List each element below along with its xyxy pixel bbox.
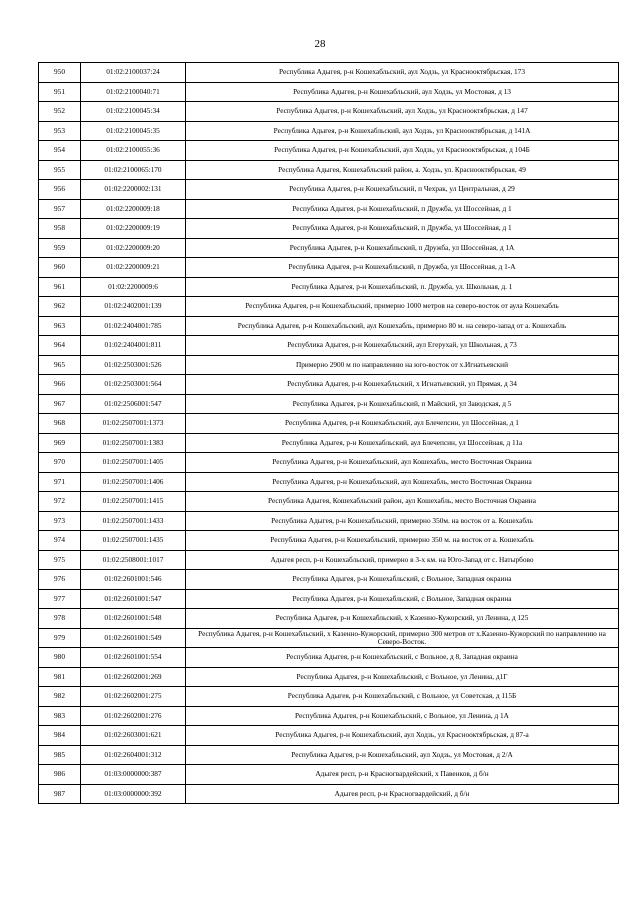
row-number-cell: 966 <box>39 375 81 395</box>
table-row <box>39 336 619 356</box>
table-row <box>39 414 619 434</box>
table-row <box>39 219 619 239</box>
cadastral-number-cell: 01:03:0000000:387 <box>81 765 186 785</box>
cadastral-number-cell: 01:02:2200009:18 <box>81 199 186 219</box>
row-number-cell: 975 <box>39 550 81 570</box>
table-row <box>39 648 619 668</box>
address-cell: Республика Адыгея, р-н Кошехабльский, с Вольное, ул Ленина, д1Г <box>186 667 619 687</box>
cadastral-number-cell: 01:02:2100065:170 <box>81 160 186 180</box>
table-row <box>39 63 619 83</box>
address-cell: Республика Адыгея, р-н Кошехабльский, аул Ходзь, ул Краснооктябрьская, 173 <box>186 63 619 83</box>
row-number-cell: 985 <box>39 745 81 765</box>
cadastral-number-cell: 01:02:2200002:131 <box>81 180 186 200</box>
table-row <box>39 375 619 395</box>
table-row <box>39 706 619 726</box>
cadastral-number-cell: 01:02:2601001:548 <box>81 609 186 629</box>
cadastral-number-cell: 01:02:2100037:24 <box>81 63 186 83</box>
row-number-cell: 968 <box>39 414 81 434</box>
row-number-cell: 961 <box>39 277 81 297</box>
row-number-cell: 958 <box>39 219 81 239</box>
cadastral-number-cell: 01:02:2100045:34 <box>81 102 186 122</box>
page-number: 28 <box>314 38 326 50</box>
table-row <box>39 394 619 414</box>
address-cell: Республика Адыгея, р-н Кошехабльский, п Чехрак, ул Центральная, д 29 <box>186 180 619 200</box>
row-number-cell: 965 <box>39 355 81 375</box>
address-cell: Республика Адыгея, р-н Кошехабльский, аул Блечепсин, ул Шоссейная, д 11а <box>186 433 619 453</box>
address-cell: Республика Адыгея, р-н Кошехабльский, аул Ходзь, ул Мостовая, д 13 <box>186 82 619 102</box>
address-cell: Республика Адыгея, р-н Кошехабльский, аул Ходзь, ул Краснооктябрьская, д 104Б <box>186 141 619 161</box>
table-row <box>39 277 619 297</box>
cadastral-number-cell: 01:02:2404001:785 <box>81 316 186 336</box>
row-number-cell: 956 <box>39 180 81 200</box>
row-number-cell: 954 <box>39 141 81 161</box>
address-cell: Республика Адыгея, р-н Кошехабльский, аул Ходзь, ул Краснооктябрьская, д 147 <box>186 102 619 122</box>
address-cell: Республика Адыгея, р-н Кошехабльский, с Вольное, Западная окраина <box>186 589 619 609</box>
row-number-cell: 973 <box>39 511 81 531</box>
row-number-cell: 979 <box>39 628 81 648</box>
table-row <box>39 511 619 531</box>
cadastral-number-cell: 01:02:2503001:526 <box>81 355 186 375</box>
row-number-cell: 963 <box>39 316 81 336</box>
address-cell: Республика Адыгея, р-н Кошехабльский, п. Дружба, ул. Школьная, д. 1 <box>186 277 619 297</box>
table-row <box>39 199 619 219</box>
address-cell: Республика Адыгея, Кошехабльский район, аул Кошехабль, место Восточная Окраина <box>186 492 619 512</box>
row-number-cell: 987 <box>39 784 81 804</box>
cadastral-register-table <box>38 62 619 804</box>
address-cell: Республика Адыгея, р-н Кошехабльский, аул Кошехабль, примерно 80 м. на северо-запад от а. Кошехабль <box>186 316 619 336</box>
address-cell: Республика Адыгея, р-н Кошехабльский, аул Ходзь, ул Краснооктябрьская, д 87-а <box>186 726 619 746</box>
row-number-cell: 960 <box>39 258 81 278</box>
cadastral-number-cell: 01:02:2602001:276 <box>81 706 186 726</box>
address-cell: Республика Адыгея, р-н Кошехабльский, х Казенно-Кужорский, ул Ленина, д 125 <box>186 609 619 629</box>
table-row <box>39 316 619 336</box>
address-cell: Республика Адыгея, р-н Кошехабльский, аул Егерухай, ул Школьная, д 73 <box>186 336 619 356</box>
address-cell: Республика Адыгея, р-н Кошехабльский, примерно 350м. на восток от а. Кошехабль <box>186 511 619 531</box>
row-number-cell: 978 <box>39 609 81 629</box>
address-cell: Республика Адыгея, р-н Кошехабльский, с Вольное, ул Советская, д 115Б <box>186 687 619 707</box>
row-number-cell: 955 <box>39 160 81 180</box>
cadastral-number-cell: 01:02:2404001:811 <box>81 336 186 356</box>
table-row <box>39 258 619 278</box>
address-cell: Республика Адыгея, р-н Кошехабльский, х Игнатьевский, ул Прямая, д 34 <box>186 375 619 395</box>
cadastral-number-cell: 01:02:2507001:1435 <box>81 531 186 551</box>
address-cell: Республика Адыгея, р-н Кошехабльский, п Майский, ул Заводская, д 5 <box>186 394 619 414</box>
table-body <box>39 63 619 804</box>
cadastral-number-cell: 01:02:2602001:269 <box>81 667 186 687</box>
table-row <box>39 121 619 141</box>
row-number-cell: 983 <box>39 706 81 726</box>
row-number-cell: 969 <box>39 433 81 453</box>
cadastral-number-cell: 01:02:2507001:1373 <box>81 414 186 434</box>
cadastral-number-cell: 01:02:2503001:564 <box>81 375 186 395</box>
table-row <box>39 492 619 512</box>
cadastral-number-cell: 01:02:2507001:1406 <box>81 472 186 492</box>
table-row <box>39 726 619 746</box>
address-cell: Республика Адыгея, р-н Кошехабльский, аул Блечепсин, ул Шоссейная, д 1 <box>186 414 619 434</box>
cadastral-number-cell: 01:02:2603001:621 <box>81 726 186 746</box>
address-cell: Республика Адыгея, р-н Кошехабльский, п Дружба, ул Шоссейная, д 1 <box>186 199 619 219</box>
table-row <box>39 570 619 590</box>
table-row <box>39 687 619 707</box>
cadastral-number-cell: 01:02:2604001:312 <box>81 745 186 765</box>
row-number-cell: 951 <box>39 82 81 102</box>
address-cell: Республика Адыгея, р-н Кошехабльский, с Вольное, ул Ленина, д 1А <box>186 706 619 726</box>
table-row <box>39 531 619 551</box>
row-number-cell: 980 <box>39 648 81 668</box>
cadastral-number-cell: 01:02:2601001:549 <box>81 628 186 648</box>
row-number-cell: 964 <box>39 336 81 356</box>
table-row <box>39 433 619 453</box>
table-row <box>39 745 619 765</box>
row-number-cell: 977 <box>39 589 81 609</box>
cadastral-number-cell: 01:02:2100055:36 <box>81 141 186 161</box>
table-row <box>39 667 619 687</box>
cadastral-number-cell: 01:02:2601001:546 <box>81 570 186 590</box>
cadastral-number-cell: 01:02:2507001:1405 <box>81 453 186 473</box>
address-cell: Республика Адыгея, р-н Кошехабльский, п Дружба, ул Шоссейная, д 1 <box>186 219 619 239</box>
cadastral-number-cell: 01:02:2200009:19 <box>81 219 186 239</box>
row-number-cell: 971 <box>39 472 81 492</box>
cadastral-number-cell: 01:02:2200009:20 <box>81 238 186 258</box>
cadastral-number-cell: 01:02:2507001:1383 <box>81 433 186 453</box>
row-number-cell: 952 <box>39 102 81 122</box>
row-number-cell: 959 <box>39 238 81 258</box>
table-row <box>39 765 619 785</box>
table-row <box>39 550 619 570</box>
table-row <box>39 589 619 609</box>
table-row <box>39 472 619 492</box>
cadastral-number-cell: 01:02:2200009:6 <box>81 277 186 297</box>
table-row <box>39 160 619 180</box>
table-row <box>39 628 619 648</box>
cadastral-number-cell: 01:02:2506001:547 <box>81 394 186 414</box>
table-row <box>39 82 619 102</box>
address-cell: Республика Адыгея, р-н Кошехабльский, п Дружба, ул Шоссейная, д 1-А <box>186 258 619 278</box>
table-row <box>39 297 619 317</box>
row-number-cell: 974 <box>39 531 81 551</box>
cadastral-number-cell: 01:02:2100040:71 <box>81 82 186 102</box>
address-cell: Адыгея респ, р-н Красногвардейский, х Павенков, д б/н <box>186 765 619 785</box>
address-cell: Республика Адыгея, р-н Кошехабльский, с Вольное, д 8, Западная окраина <box>186 648 619 668</box>
row-number-cell: 982 <box>39 687 81 707</box>
address-cell: Республика Адыгея, р-н Кошехабльский, аул Кошехабль, место Восточная Окраина <box>186 472 619 492</box>
table-row <box>39 238 619 258</box>
table-row <box>39 141 619 161</box>
cadastral-number-cell: 01:02:2601001:554 <box>81 648 186 668</box>
cadastral-number-cell: 01:02:2402001:139 <box>81 297 186 317</box>
address-cell: Республика Адыгея, р-н Кошехабльский, примерно 350 м. на восток от а. Кошехабль <box>186 531 619 551</box>
table-row <box>39 453 619 473</box>
cadastral-number-cell: 01:02:2508001:1017 <box>81 550 186 570</box>
table-row <box>39 180 619 200</box>
table-row <box>39 355 619 375</box>
address-cell: Республика Адыгея, р-н Кошехабльский, примерно 1000 метров на северо-восток от аула Кошехабль <box>186 297 619 317</box>
address-cell: Республика Адыгея, р-н Кошехабльский, х Казенно-Кужорский, примерно 300 метров от х.Казенно-Кужорский по направлению на Северо-Восток. <box>186 628 619 648</box>
row-number-cell: 986 <box>39 765 81 785</box>
address-cell: Республика Адыгея, р-н Кошехабльский, аул Ходзь, ул Мостовая, д 2/А <box>186 745 619 765</box>
cadastral-number-cell: 01:02:2602001:275 <box>81 687 186 707</box>
row-number-cell: 984 <box>39 726 81 746</box>
row-number-cell: 972 <box>39 492 81 512</box>
table-row <box>39 784 619 804</box>
address-cell: Адыгея респ, р-н Кошехабльский, примерно в 3-х км. на Юго-Запад от с. Натырбово <box>186 550 619 570</box>
row-number-cell: 970 <box>39 453 81 473</box>
row-number-cell: 957 <box>39 199 81 219</box>
cadastral-number-cell: 01:03:0000000:392 <box>81 784 186 804</box>
row-number-cell: 967 <box>39 394 81 414</box>
address-cell: Примерно 2900 м по направлению на юго-восток от х.Игнатьевский <box>186 355 619 375</box>
cadastral-number-cell: 01:02:2507001:1415 <box>81 492 186 512</box>
address-cell: Адыгея респ, р-н Красногвардейский, д б/н <box>186 784 619 804</box>
row-number-cell: 953 <box>39 121 81 141</box>
address-cell: Республика Адыгея, р-н Кошехабльский, аул Кошехабль, место Восточная Окраина <box>186 453 619 473</box>
address-cell: Республика Адыгея, р-н Кошехабльский, аул Ходзь, ул Краснооктябрьская, д 141А <box>186 121 619 141</box>
cadastral-number-cell: 01:02:2507001:1433 <box>81 511 186 531</box>
cadastral-number-cell: 01:02:2100045:35 <box>81 121 186 141</box>
row-number-cell: 976 <box>39 570 81 590</box>
row-number-cell: 981 <box>39 667 81 687</box>
table-row <box>39 609 619 629</box>
row-number-cell: 950 <box>39 63 81 83</box>
row-number-cell: 962 <box>39 297 81 317</box>
address-cell: Республика Адыгея, р-н Кошехабльский, п Дружба, ул Шоссейная, д 1А <box>186 238 619 258</box>
address-cell: Республика Адыгея, р-н Кошехабльский, с Вольное, Западная окраина <box>186 570 619 590</box>
address-cell: Республика Адыгея, Кошехабльский район, а. Ходзь, ул. Краснооктябрьская, 49 <box>186 160 619 180</box>
cadastral-number-cell: 01:02:2601001:547 <box>81 589 186 609</box>
cadastral-number-cell: 01:02:2200009:21 <box>81 258 186 278</box>
table-row <box>39 102 619 122</box>
